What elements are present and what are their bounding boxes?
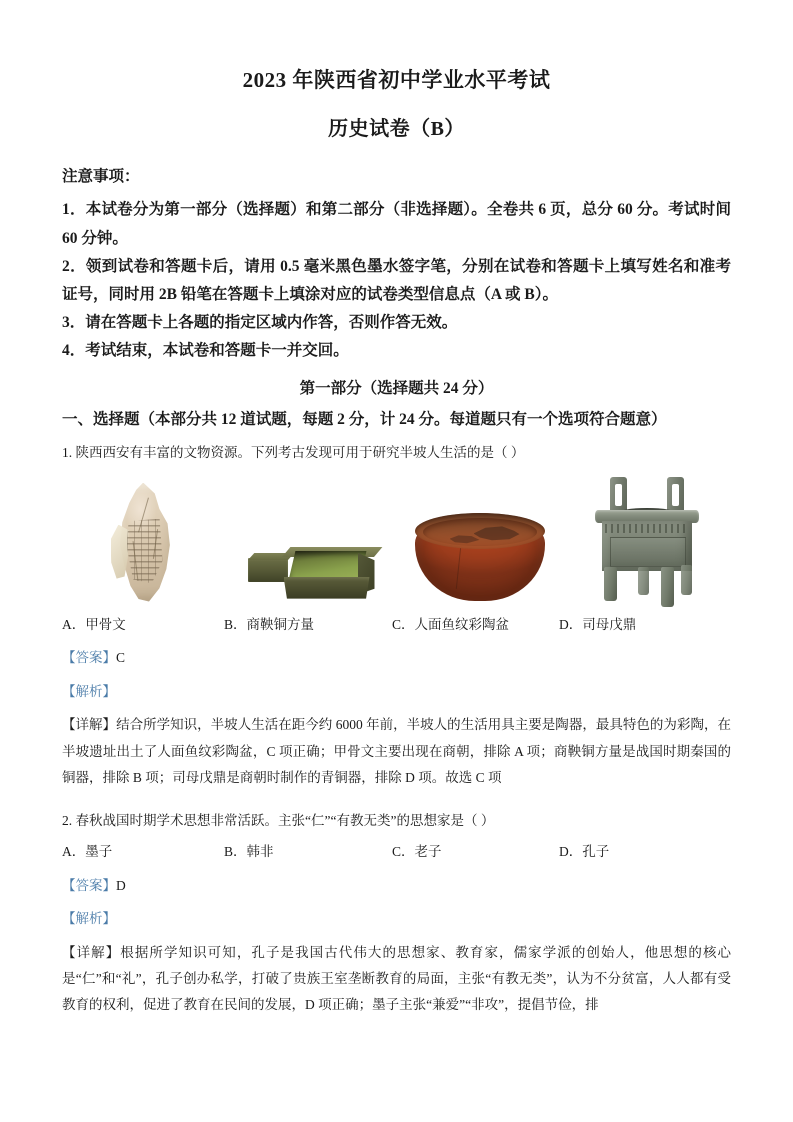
question-1-option-a[interactable]: A．甲骨文	[62, 616, 126, 632]
detail-tag: 【详解】	[62, 717, 117, 733]
notice-item-3: 3．请在答题卡上各题的指定区域内作答，否则作答无效。	[62, 314, 458, 332]
analysis-tag: 【解析】	[62, 683, 116, 699]
question-1-detail	[62, 702, 731, 791]
part-heading: 第一部分（选择题共 24 分）	[299, 379, 494, 397]
answer-tag: 【答案】	[62, 650, 116, 666]
answer-value: D	[116, 877, 126, 893]
bronze-measure-icon	[248, 531, 378, 605]
detail-tag: 【详解】	[62, 944, 121, 960]
question-2-option-d[interactable]: D．孔子	[559, 843, 610, 859]
question-1-option-d[interactable]: D．司母戊鼎	[559, 616, 637, 632]
question-1-figure-row	[62, 464, 731, 605]
notice-heading: 注意事项：	[62, 168, 140, 186]
question-1-options	[62, 605, 731, 636]
question-2-option-c[interactable]: C．老子	[392, 843, 442, 859]
figure-cell-c	[396, 470, 563, 605]
detail-text: 根据所学知识可知，孔子是我国古代伟大的思想家、教育家，儒家学派的创始人，他思想的核心是“仁”和“礼”，孔子创办私学，打破了贵族王室垄断教育的局面，主张“有教无类”，认为不分贫富，人人都有受教育的权利，促进了教育在民间的发展，D 项正确；墨子主张“兼爱”“非攻”，提倡节俭，排	[62, 944, 732, 1013]
analysis-tag: 【解析】	[62, 911, 116, 927]
oracle-bone-icon	[109, 483, 183, 605]
bronze-ding-icon	[591, 477, 703, 605]
question-2-option-a[interactable]: A．墨子	[62, 843, 113, 859]
question-2-analysis-tag	[62, 896, 731, 930]
answer-tag: 【答案】	[62, 877, 116, 893]
notice-item-4: 4．考试结束，本试卷和答题卡一并交回。	[62, 342, 349, 360]
detail-text: 结合所学知识，半坡人生活在距今约 6000 年前，半坡人的生活用具主要是陶器，最具特色的为彩陶，在半坡遗址出土了人面鱼纹彩陶盆，C 项正确；甲骨文主要出现在商朝，排除 A 项；商鞅铜方量是战国时期秦国的铜器，排除 B 项；司母戊鼎是商朝时制作的青铜器，排除 D 项。故选 C 项	[62, 717, 731, 786]
answer-value: C	[116, 650, 126, 666]
painted-pottery-basin-icon	[410, 509, 550, 605]
question-2-stem: 2. 春秋战国时期学术思想非常活跃。主张“仁”“有教无类”的思想家是（ ）	[62, 813, 495, 829]
question-2-option-b[interactable]: B．韩非	[224, 843, 274, 859]
section-heading: 一、选择题（本部分共 12 道试题，每题 2 分，计 24 分。每道题只有一个选项符合题意）	[62, 410, 667, 428]
figure-cell-a	[62, 470, 229, 605]
notice-list	[62, 187, 731, 365]
question-2	[62, 791, 731, 1018]
question-1-answer	[62, 635, 731, 669]
question-1-option-c[interactable]: C．人面鱼纹彩陶盆	[392, 616, 510, 632]
page-subtitle: 历史试卷（B）	[328, 118, 465, 141]
question-1-analysis-tag	[62, 669, 731, 703]
notice-item-1: 1．本试卷分为第一部分（选择题）和第二部分（非选择题）。全卷共 6 页，总分 60 分。考试时间 60 分钟。	[62, 201, 731, 247]
notice-item-2: 2．领到试卷和答题卡后，请用 0.5 毫米黑色墨水签字笔，分别在试卷和答题卡上填写姓名和准考证号，同时用 2B 铅笔在答题卡上填涂对应的试卷类型信息点（A 或 B）。	[62, 257, 731, 303]
question-1-stem: 1. 陕西西安有丰富的文物资源。下列考古发现可用于研究半坡人生活的是（ ）	[62, 445, 525, 461]
figure-cell-d	[563, 470, 730, 605]
question-1	[62, 431, 731, 791]
question-1-option-b[interactable]: B．商鞅铜方量	[224, 616, 315, 632]
question-2-answer	[62, 863, 731, 897]
page-title: 2023 年陕西省初中学业水平考试	[242, 68, 551, 92]
question-2-detail	[62, 930, 731, 1019]
figure-cell-b	[229, 470, 396, 605]
question-2-options	[62, 832, 731, 863]
